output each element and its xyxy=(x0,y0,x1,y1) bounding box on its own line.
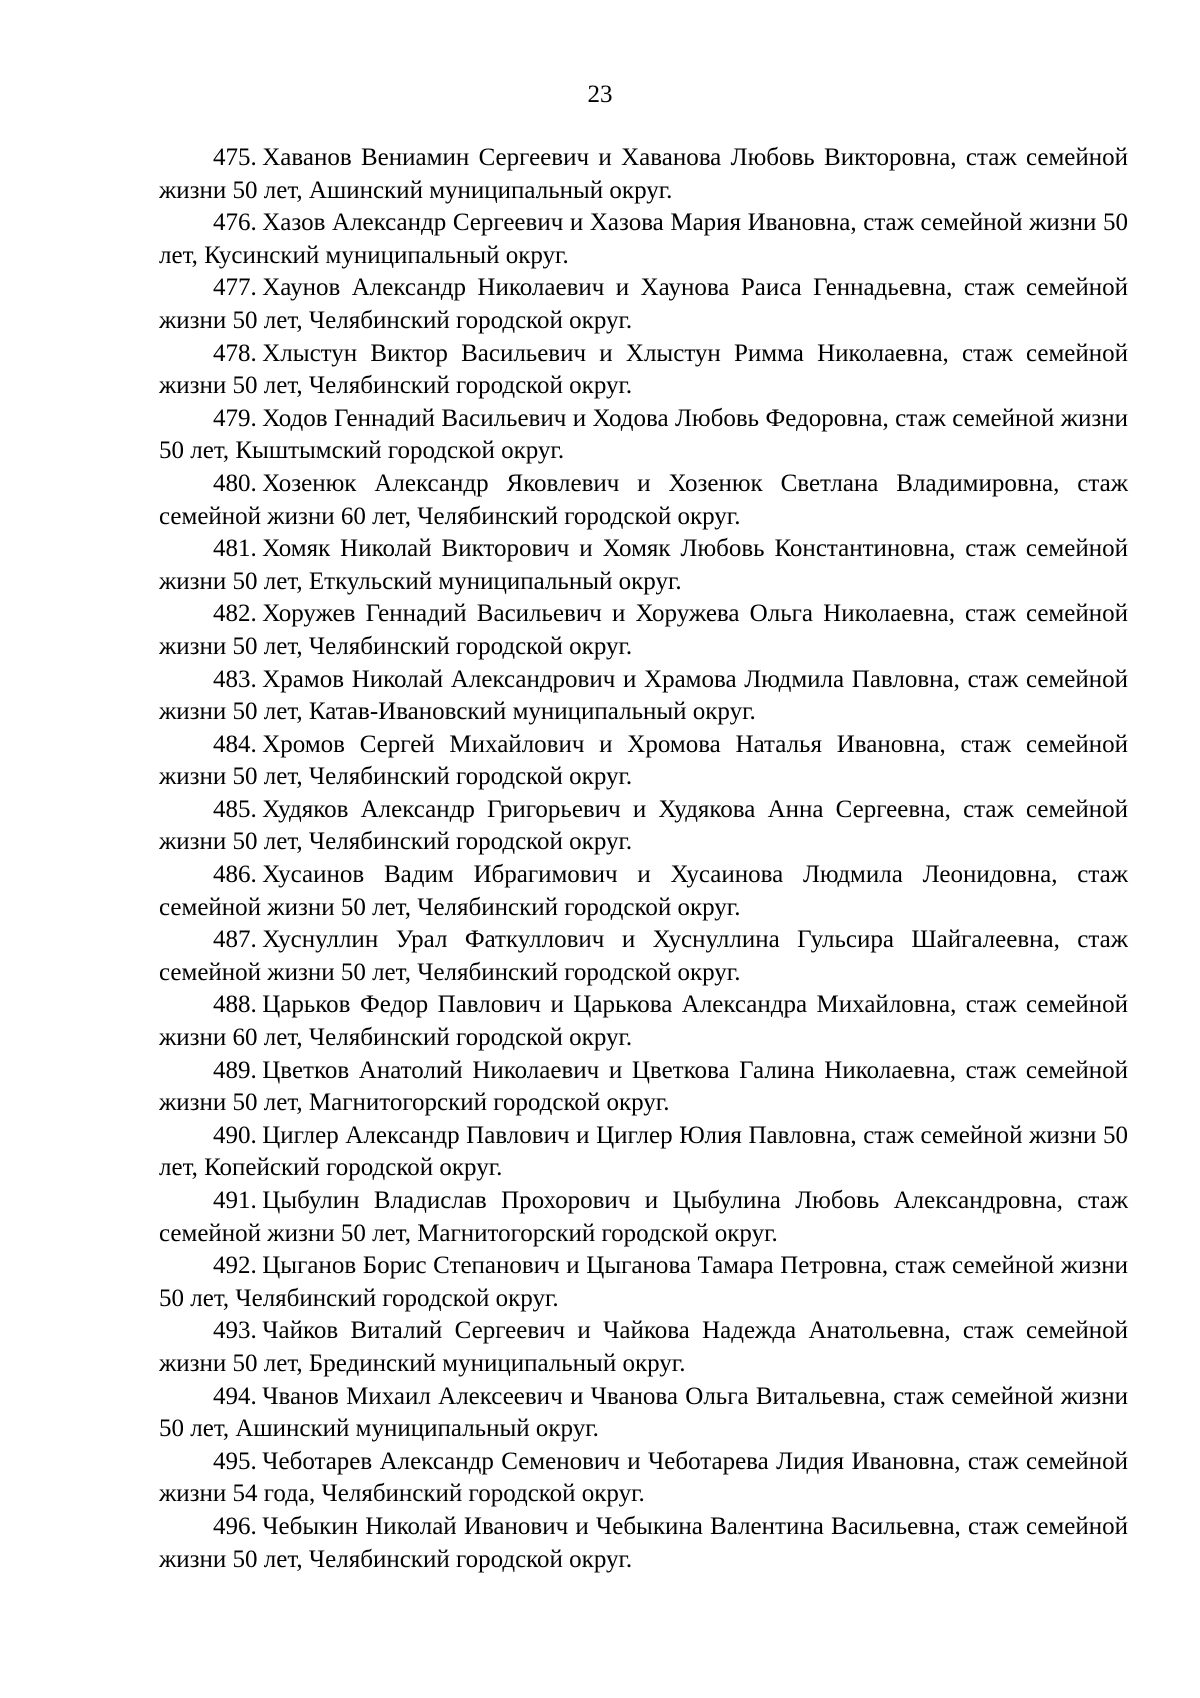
item-text: Циглер Александр Павлович и Циглер Юлия Павловна, стаж семейной жизни 50 лет, Копейский городской округ. xyxy=(159,1121,1128,1182)
list-item xyxy=(159,924,1128,989)
list-item xyxy=(159,989,1128,1054)
item-number: 478. xyxy=(213,339,257,367)
item-number: 490. xyxy=(213,1121,257,1149)
award-list xyxy=(159,142,1128,1576)
item-number: 487. xyxy=(213,926,257,954)
list-item xyxy=(159,1315,1128,1380)
item-number: 484. xyxy=(213,730,257,758)
item-text: Чебыкин Николай Иванович и Чебыкина Валентина Васильевна, стаж семейной жизни 50 лет, Челябинский городской округ. xyxy=(159,1512,1128,1573)
item-number: 477. xyxy=(213,274,257,302)
item-number: 493. xyxy=(213,1317,257,1345)
item-number: 480. xyxy=(213,469,257,497)
list-item xyxy=(159,142,1128,207)
item-number: 483. xyxy=(213,665,257,693)
list-item xyxy=(159,468,1128,533)
item-text: Цыганов Борис Степанович и Цыганова Тамара Петровна, стаж семейной жизни 50 лет, Челябинский городской округ. xyxy=(159,1252,1128,1312)
list-item xyxy=(159,533,1128,598)
list-item xyxy=(159,403,1128,468)
item-text: Ходов Геннадий Васильевич и Ходова Любовь Федоровна, стаж семейной жизни 50 лет, Кыштымский городской округ. xyxy=(159,404,1128,465)
list-item xyxy=(159,664,1128,729)
item-number: 491. xyxy=(213,1187,257,1214)
list-item xyxy=(159,272,1128,337)
item-text: Царьков Федор Павлович и Царькова Александра Михайловна, стаж семейной жизни 60 лет, Челябинский городской округ. xyxy=(159,991,1128,1052)
list-item xyxy=(159,859,1128,924)
item-text: Цыбулин Владислав Прохорович и Цыбулина Любовь Александровна, стаж семейной жизни 50 лет, Магнитогорский городской округ. xyxy=(159,1187,1128,1247)
list-item xyxy=(159,729,1128,794)
item-text: Хуснуллин Урал Фаткуллович и Хуснуллина Гульсира Шайгалеевна, стаж семейной жизни 50 лет, Челябинский городской округ. xyxy=(159,926,1128,986)
item-number: 481. xyxy=(213,535,257,563)
list-item xyxy=(159,1381,1128,1446)
item-text: Хаунов Александр Николаевич и Хаунова Раиса Геннадьевна, стаж семейной жизни 50 лет, Челябинский городской округ. xyxy=(159,274,1128,334)
list-item xyxy=(159,598,1128,663)
item-number: 486. xyxy=(213,861,257,889)
item-text: Хусаинов Вадим Ибрагимович и Хусаинова Людмила Леонидовна, стаж семейной жизни 50 лет, Челябинский городской округ. xyxy=(159,861,1128,921)
list-item xyxy=(159,1511,1128,1576)
list-item xyxy=(159,794,1128,859)
page-number: 23 xyxy=(587,81,613,108)
item-text: Цветков Анатолий Николаевич и Цветкова Галина Николаевна, стаж семейной жизни 50 лет, Магнитогорский городской округ. xyxy=(159,1056,1128,1117)
item-text: Худяков Александр Григорьевич и Худякова Анна Сергеевна, стаж семейной жизни 50 лет, Челябинский городской округ. xyxy=(159,795,1128,856)
list-item xyxy=(159,1185,1128,1250)
item-number: 494. xyxy=(213,1382,257,1410)
item-number: 496. xyxy=(213,1512,257,1540)
item-text: Хаванов Вениамин Сергеевич и Хаванова Любовь Викторовна, стаж семейной жизни 50 лет, Ашинский муниципальный округ. xyxy=(159,144,1128,204)
item-text: Чайков Виталий Сергеевич и Чайкова Надежда Анатольевна, стаж семейной жизни 50 лет, Брединский муниципальный округ. xyxy=(159,1317,1128,1377)
item-text: Хромов Сергей Михайлович и Хромова Наталья Ивановна, стаж семейной жизни 50 лет, Челябинский городской округ. xyxy=(159,730,1128,791)
item-text: Хозенюк Александр Яковлевич и Хозенюк Светлана Владимировна, стаж семейной жизни 60 лет, Челябинский городской округ. xyxy=(159,469,1128,530)
item-number: 485. xyxy=(213,795,257,823)
list-item xyxy=(159,1250,1128,1315)
list-item xyxy=(159,207,1128,272)
item-number: 475. xyxy=(213,144,257,171)
item-text: Хлыстун Виктор Васильевич и Хлыстун Римма Николаевна, стаж семейной жизни 50 лет, Челябинский городской округ. xyxy=(159,339,1128,400)
item-text: Чеботарев Александр Семенович и Чеботарева Лидия Ивановна, стаж семейной жизни 54 года, Челябинский городской округ. xyxy=(159,1447,1128,1508)
list-item xyxy=(159,1120,1128,1185)
list-item xyxy=(159,1446,1128,1511)
item-text: Хазов Александр Сергеевич и Хазова Мария Ивановна, стаж семейной жизни 50 лет, Кусинский муниципальный округ. xyxy=(159,209,1128,269)
item-number: 495. xyxy=(213,1447,257,1475)
list-item xyxy=(159,338,1128,403)
item-number: 489. xyxy=(213,1056,257,1084)
item-number: 482. xyxy=(213,600,257,628)
item-number: 479. xyxy=(213,404,257,432)
list-item xyxy=(159,1055,1128,1120)
item-text: Хомяк Николай Викторович и Хомяк Любовь Константиновна, стаж семейной жизни 50 лет, Еткульский муниципальный округ. xyxy=(159,535,1128,595)
item-text: Хоружев Геннадий Васильевич и Хоружева Ольга Николаевна, стаж семейной жизни 50 лет, Челябинский городской округ. xyxy=(159,600,1128,660)
item-number: 476. xyxy=(213,209,257,237)
item-number: 488. xyxy=(213,991,257,1019)
item-text: Храмов Николай Александрович и Храмова Людмила Павловна, стаж семейной жизни 50 лет, Катав-Ивановский муниципальный округ. xyxy=(159,665,1128,726)
item-text: Чванов Михаил Алексеевич и Чванова Ольга Витальевна, стаж семейной жизни 50 лет, Ашинский муниципальный округ. xyxy=(159,1382,1128,1443)
item-number: 492. xyxy=(213,1252,257,1280)
